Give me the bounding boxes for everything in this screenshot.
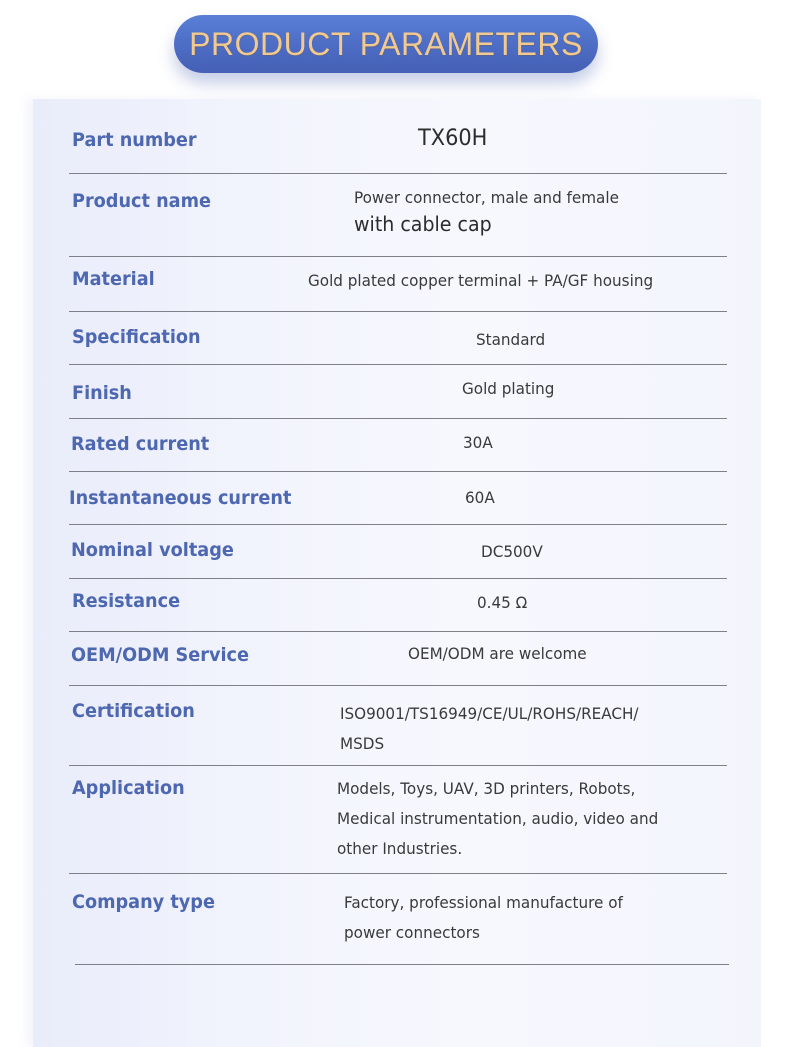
row-divider xyxy=(69,256,727,257)
row-divider xyxy=(69,765,727,766)
param-value-part-number: TX60H xyxy=(418,126,488,151)
application-line-3: other Industries. xyxy=(337,839,463,858)
param-value-material: Gold plated copper terminal + PA/GF housing xyxy=(308,271,654,290)
row-divider xyxy=(69,524,727,525)
param-value-certification xyxy=(340,699,639,759)
row-divider xyxy=(69,364,727,365)
param-label-application: Application xyxy=(72,777,185,799)
page-title: PRODUCT PARAMETERS xyxy=(189,25,583,62)
param-label-oem-odm-service: OEM/ODM Service xyxy=(71,644,250,666)
row-divider xyxy=(69,685,727,686)
param-label-company-type: Company type xyxy=(72,891,215,913)
param-label-rated-current: Rated current xyxy=(71,433,210,455)
row-divider xyxy=(69,631,727,632)
row-divider xyxy=(69,173,727,174)
company-type-line-1: Factory, professional manufacture of xyxy=(344,893,623,912)
param-label-certification: Certification xyxy=(72,700,195,722)
product-name-line-1: Power connector, male and female xyxy=(354,188,619,207)
param-label-finish: Finish xyxy=(72,382,132,404)
param-value-rated-current: 30A xyxy=(463,433,493,452)
row-divider xyxy=(69,311,727,312)
row-divider xyxy=(69,471,727,472)
application-line-1: Models, Toys, UAV, 3D printers, Robots, xyxy=(337,779,636,798)
row-divider xyxy=(75,964,729,965)
param-value-company-type xyxy=(344,888,623,948)
param-label-part-number: Part number xyxy=(72,129,197,151)
company-type-line-2: power connectors xyxy=(344,923,480,942)
param-value-specification: Standard xyxy=(476,330,546,349)
param-value-product-name xyxy=(354,185,619,237)
row-divider xyxy=(69,578,727,579)
product-name-line-2: with cable cap xyxy=(354,212,492,236)
param-value-application xyxy=(337,774,658,864)
param-value-oem-odm-service: OEM/ODM are welcome xyxy=(408,644,587,663)
param-label-material: Material xyxy=(72,268,155,290)
param-label-product-name: Product name xyxy=(72,190,212,212)
application-line-2: Medical instrumentation, audio, video and xyxy=(337,809,659,828)
row-divider xyxy=(69,418,727,419)
param-label-resistance: Resistance xyxy=(72,590,181,612)
row-divider xyxy=(69,873,727,874)
title-banner xyxy=(174,15,598,73)
certification-line-2: MSDS xyxy=(340,734,385,753)
param-label-specification: Specification xyxy=(72,326,201,348)
certification-line-1: ISO9001/TS16949/CE/UL/ROHS/REACH/ xyxy=(340,704,639,723)
param-label-instantaneous-current: Instantaneous current xyxy=(69,487,292,509)
param-value-finish: Gold plating xyxy=(462,379,555,398)
param-value-instantaneous-current: 60A xyxy=(465,488,495,507)
param-value-resistance: 0.45 Ω xyxy=(477,593,528,612)
param-value-nominal-voltage: DC500V xyxy=(481,542,543,561)
param-label-nominal-voltage: Nominal voltage xyxy=(71,539,234,561)
